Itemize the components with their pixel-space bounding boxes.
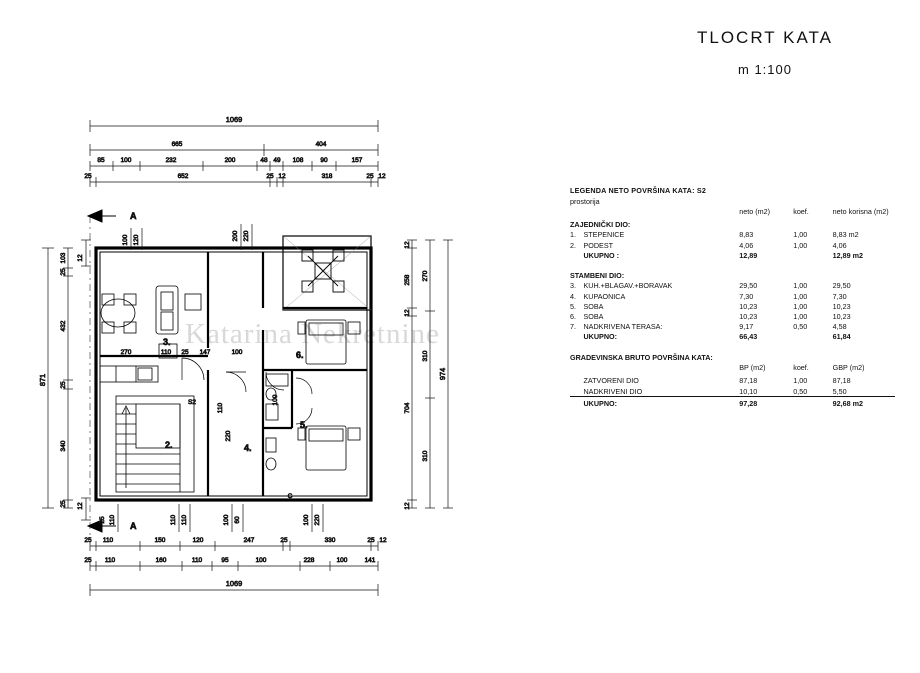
svg-text:100: 100 [255,557,267,564]
table-row: NADKRIVENI DIO 10,10 0,50 5,50 [583,386,847,396]
svg-text:110: 110 [160,349,172,356]
table-row: 6. SOBA 10,23 1,00 10,23 [570,311,851,321]
svg-text:25: 25 [60,381,67,389]
svg-text:100: 100 [303,514,310,526]
legend-title: LEGENDA NETO POVRŠINA KATA: S2 [570,186,707,195]
svg-text:318: 318 [321,173,333,180]
gross-title-row: GRADEVINSKA BRUTO POVRŠINA KATA: [570,352,713,362]
svg-text:110: 110 [191,557,203,564]
svg-text:12: 12 [77,502,84,510]
svg-text:25: 25 [60,500,67,508]
svg-text:12: 12 [404,309,411,317]
svg-text:25: 25 [181,349,189,356]
legend-panel [570,186,895,409]
svg-text:232: 232 [165,157,177,164]
svg-text:120: 120 [192,537,204,544]
svg-text:100: 100 [272,394,279,406]
table-total-row: UKUPNO: 97,28 92,68 m2 [583,398,864,408]
svg-text:100: 100 [122,234,129,246]
svg-text:310: 310 [422,350,429,362]
svg-text:25: 25 [84,557,92,564]
svg-text:141: 141 [364,557,376,564]
legend-table [570,206,895,409]
svg-text:85: 85 [97,157,105,164]
legend-subtitle: prostorija [570,197,600,206]
svg-text:404: 404 [315,141,327,148]
svg-text:12: 12 [404,502,411,510]
svg-text:258: 258 [404,274,411,286]
svg-text:220: 220 [314,514,321,526]
svg-text:25: 25 [366,173,374,180]
svg-text:1069: 1069 [225,579,243,588]
svg-text:100: 100 [223,514,230,526]
svg-text:100: 100 [120,157,132,164]
svg-text:48: 48 [260,157,268,164]
svg-text:12: 12 [278,173,286,180]
svg-text:12: 12 [378,173,386,180]
svg-text:665: 665 [171,141,183,148]
svg-text:25: 25 [367,537,375,544]
svg-text:110: 110 [109,514,116,526]
svg-text:5.: 5. [300,420,308,430]
floor-plan-drawing [30,108,500,608]
svg-text:157: 157 [351,157,363,164]
svg-text:120: 120 [133,234,140,246]
table-row: 2. PODEST 4,06 1,00 4,06 [570,240,847,250]
svg-text:25: 25 [60,268,67,276]
svg-text:228: 228 [303,557,315,564]
svg-text:6.: 6. [296,350,304,360]
svg-text:A: A [130,521,137,531]
gross-col-bp: BP (m2) [739,362,766,372]
svg-text:S2: S2 [188,399,196,406]
svg-text:1069: 1069 [225,115,243,124]
svg-text:108: 108 [292,157,304,164]
svg-text:12: 12 [379,537,387,544]
svg-text:310: 310 [422,450,429,462]
svg-text:90: 90 [320,157,328,164]
watermark: Katarina Nekretnine [185,318,440,350]
svg-text:103: 103 [60,252,67,264]
page-title: TLOCRT KATA [697,28,833,47]
svg-text:110: 110 [102,537,114,544]
svg-text:200: 200 [224,157,236,164]
svg-text:110: 110 [181,514,188,526]
table-row: 7. NADKRIVENA TERASA: 9,17 0,50 4,58 [570,322,847,332]
legend-section-title: STAMBENI DIO: [570,271,625,281]
svg-text:110: 110 [170,514,177,526]
svg-text:C: C [287,493,293,500]
svg-text:247: 247 [243,537,255,544]
legend-col-koef: koef. [793,206,809,216]
svg-text:150: 150 [154,537,166,544]
svg-text:60: 60 [234,516,241,524]
svg-text:652: 652 [177,173,189,180]
svg-text:160: 160 [155,557,167,564]
legend-col-neto: neto (m2) [739,206,770,216]
svg-text:871: 871 [38,373,47,387]
svg-text:100: 100 [231,349,243,356]
table-row: ZATVORENI DIO 87,18 1,00 87,18 [583,376,851,386]
svg-text:270: 270 [422,270,429,282]
svg-text:432: 432 [60,320,67,332]
table-row: 4. KUPAONICA 7,30 1,00 7,30 [570,291,847,301]
svg-text:25: 25 [84,173,92,180]
svg-text:25: 25 [99,516,106,524]
svg-text:25: 25 [84,537,92,544]
svg-text:4.: 4. [244,443,252,453]
legend-header-row [570,206,895,220]
svg-text:2.: 2. [165,440,173,450]
svg-text:220: 220 [225,430,232,442]
svg-text:12: 12 [77,254,84,262]
legend-col-korisna: neto korisna (m2) [832,206,889,216]
table-row: 5. SOBA 10,23 1,00 10,23 [570,301,851,311]
table-total-row: UKUPNO : 12,89 12,89 m2 [583,250,864,260]
svg-text:220: 220 [243,230,250,242]
gross-header-row [570,362,895,376]
table-row: 3. KUH.+BLAGAV.+BORAVAK 29,50 1,00 29,50 [570,281,851,291]
svg-text:49: 49 [273,157,281,164]
table-row: 1. STEPENICE 8,83 1,00 8,83 m2 [570,230,859,240]
svg-text:270: 270 [120,349,132,356]
svg-text:110: 110 [217,402,224,414]
svg-text:100: 100 [336,557,348,564]
gross-col-koef: koef. [793,362,809,372]
gross-col-gbp: GBP (m2) [832,362,865,372]
svg-text:110: 110 [104,557,116,564]
svg-text:974: 974 [438,367,447,381]
svg-text:704: 704 [404,402,411,414]
svg-text:3.: 3. [163,337,171,347]
svg-text:147: 147 [199,349,211,356]
svg-text:A: A [130,211,137,221]
svg-text:95: 95 [221,557,229,564]
page-scale: m 1:100 [738,62,792,77]
svg-text:200: 200 [232,230,239,242]
svg-text:25: 25 [280,537,288,544]
legend-section-title: ZAJEDNIČKI DIO: [570,220,631,230]
svg-text:340: 340 [60,440,67,452]
svg-text:25: 25 [266,173,274,180]
table-total-row: UKUPNO: 66,43 61,84 [583,332,851,342]
svg-text:330: 330 [324,537,336,544]
svg-text:12: 12 [404,241,411,249]
